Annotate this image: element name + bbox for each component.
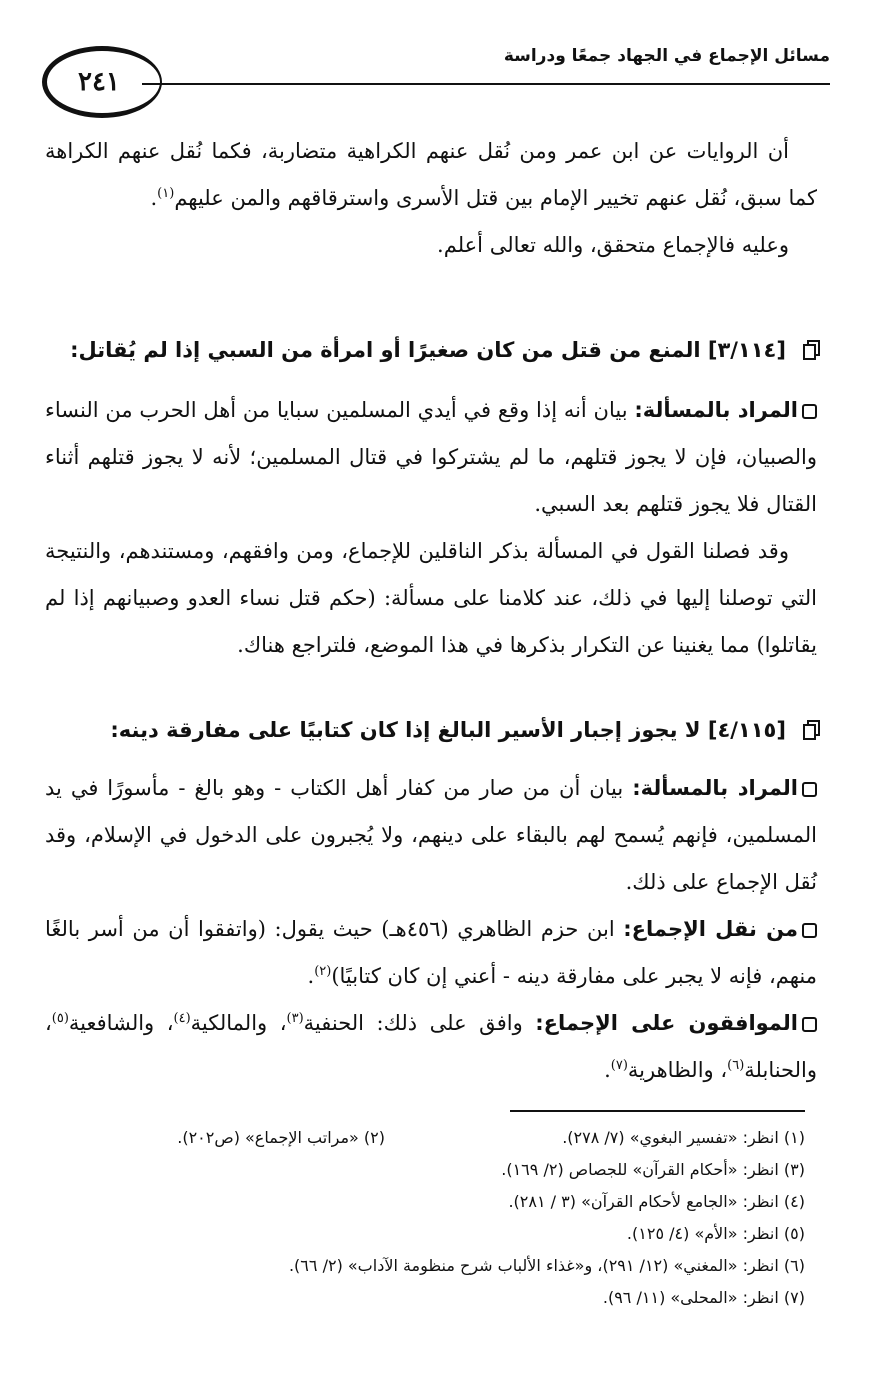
footnote-separator <box>510 1110 805 1112</box>
issue-115-agreeing: الموافقون على الإجماع: وافق على ذلك: الحنفية$^{(٣)}$، والمالكية$^{(٤)}$، والشافعية$^{(٥)}$، والحنابلة$^{(٦)}$، والظاهرية$^{(٧)}$. <box>45 1011 817 1082</box>
issue-115-block <box>45 765 817 1094</box>
footnote-row <box>85 1122 805 1154</box>
footnotes <box>85 1122 805 1314</box>
footnote-ref: (٣) <box>286 1011 304 1026</box>
footnote-6: (٦) انظر: «المغني» (١٢/ ٢٩١)، و«غذاء الألباب شرح منظومة الآداب» (٢/ ٦٦). <box>288 1256 805 1275</box>
checkbox-icon <box>802 1017 817 1032</box>
page-header <box>30 28 830 118</box>
footnote-2: (٢) «مراتب الإجماع» (ص٢٠٢). <box>177 1128 385 1147</box>
header-rule <box>142 83 830 85</box>
footnote-ref: (٤) <box>173 1011 191 1026</box>
intro-paragraph: أن الروايات عن ابن عمر ومن نُقل عنهم الكراهية متضاربة، فكما نُقل عنهم الكراهة كما سبق، نُقل عنهم تخيير الإمام بين قتل الأسرى واسترقاقهم والمن عليهم$^{(١)}$. <box>45 139 817 210</box>
intro-block <box>45 128 817 269</box>
issue-115-heading: [٤/١١٥] لا يجوز إجبار الأسير البالغ إذا كان كتابيًا على مفارقة دينه: <box>45 718 820 742</box>
issue-114-block <box>45 387 817 669</box>
footnote-7: (٧) انظر: «المحلى» (١١/ ٩٦). <box>602 1288 805 1307</box>
issue-115-meaning: المراد بالمسألة: بيان أن من صار من كفار أهل الكتاب - وهو بالغ - مأسورًا في يد المسلمين، فإنهم يُسمح لهم بالبقاء على دينهم، ولا يُجبرون على الدخول في الإسلام، وقد نُقل الإجماع على ذلك. <box>45 776 817 894</box>
footnote-3: (٣) انظر: «أحكام القرآن» للجصاص (٢/ ١٦٩). <box>501 1160 805 1179</box>
conclusion-paragraph: وعليه فالإجماع متحقق، والله تعالى أعلم. <box>437 233 789 257</box>
documents-icon <box>800 340 820 362</box>
issue-115-transmitter: من نقل الإجماع: ابن حزم الظاهري (٤٥٦هـ) حيث يقول: (واتفقوا أن من أسر بالغًا منهم، فإنه لا يجبر على مفارقة دينه - أعني إن كان كتابيًا)$^{(٢)}$. <box>45 917 817 988</box>
issue-114-detail: وقد فصلنا القول في المسألة بذكر الناقلين للإجماع، ومن وافقهم، ومستندهم، والنتيجة التي توصلنا إليها في ذلك، عند كلامنا على مسألة: (حكم قتل نساء العدو وصبيانهم إذا لم يقاتلوا) مما يغنينا عن التكرار بذكرها في هذا الموضع، فلتراجع هناك. <box>45 539 817 657</box>
page-number: ٢٤١ <box>78 67 120 97</box>
footnote-ref: (١) <box>157 186 175 201</box>
footnote-1: (١) انظر: «تفسير البغوي» (٧/ ٢٧٨). <box>562 1128 805 1147</box>
footnote-4: (٤) انظر: «الجامع لأحكام القرآن» (٣ / ٢٨١). <box>508 1192 805 1211</box>
documents-icon <box>800 720 820 742</box>
footnote-ref: (٦) <box>727 1058 745 1073</box>
checkbox-icon <box>802 404 817 419</box>
issue-114-heading: [٣/١١٤] المنع من قتل من كان صغيرًا أو امرأة من السبي إذا لم يُقاتل: <box>45 338 820 362</box>
running-title: مسائل الإجماع في الجهاد جمعًا ودراسة <box>503 46 830 66</box>
footnote-5: (٥) انظر: «الأم» (٤/ ١٢٥). <box>626 1224 805 1243</box>
footnote-ref: (٧) <box>610 1058 628 1073</box>
issue-114-meaning: المراد بالمسألة: بيان أنه إذا وقع في أيدي المسلمين سبايا من أهل الحرب من النساء والصبيان، فإن لا يجوز قتلهم، ما لم يشتركوا في قتال المسلمين؛ لأنه لا يجوز قتلهم أثناء القتال فلا يجوز قتلهم بعد السبي. <box>45 398 817 516</box>
checkbox-icon <box>802 923 817 938</box>
checkbox-icon <box>802 782 817 797</box>
footnote-ref: (٥) <box>51 1011 69 1026</box>
footnote-ref: (٢) <box>314 964 332 979</box>
